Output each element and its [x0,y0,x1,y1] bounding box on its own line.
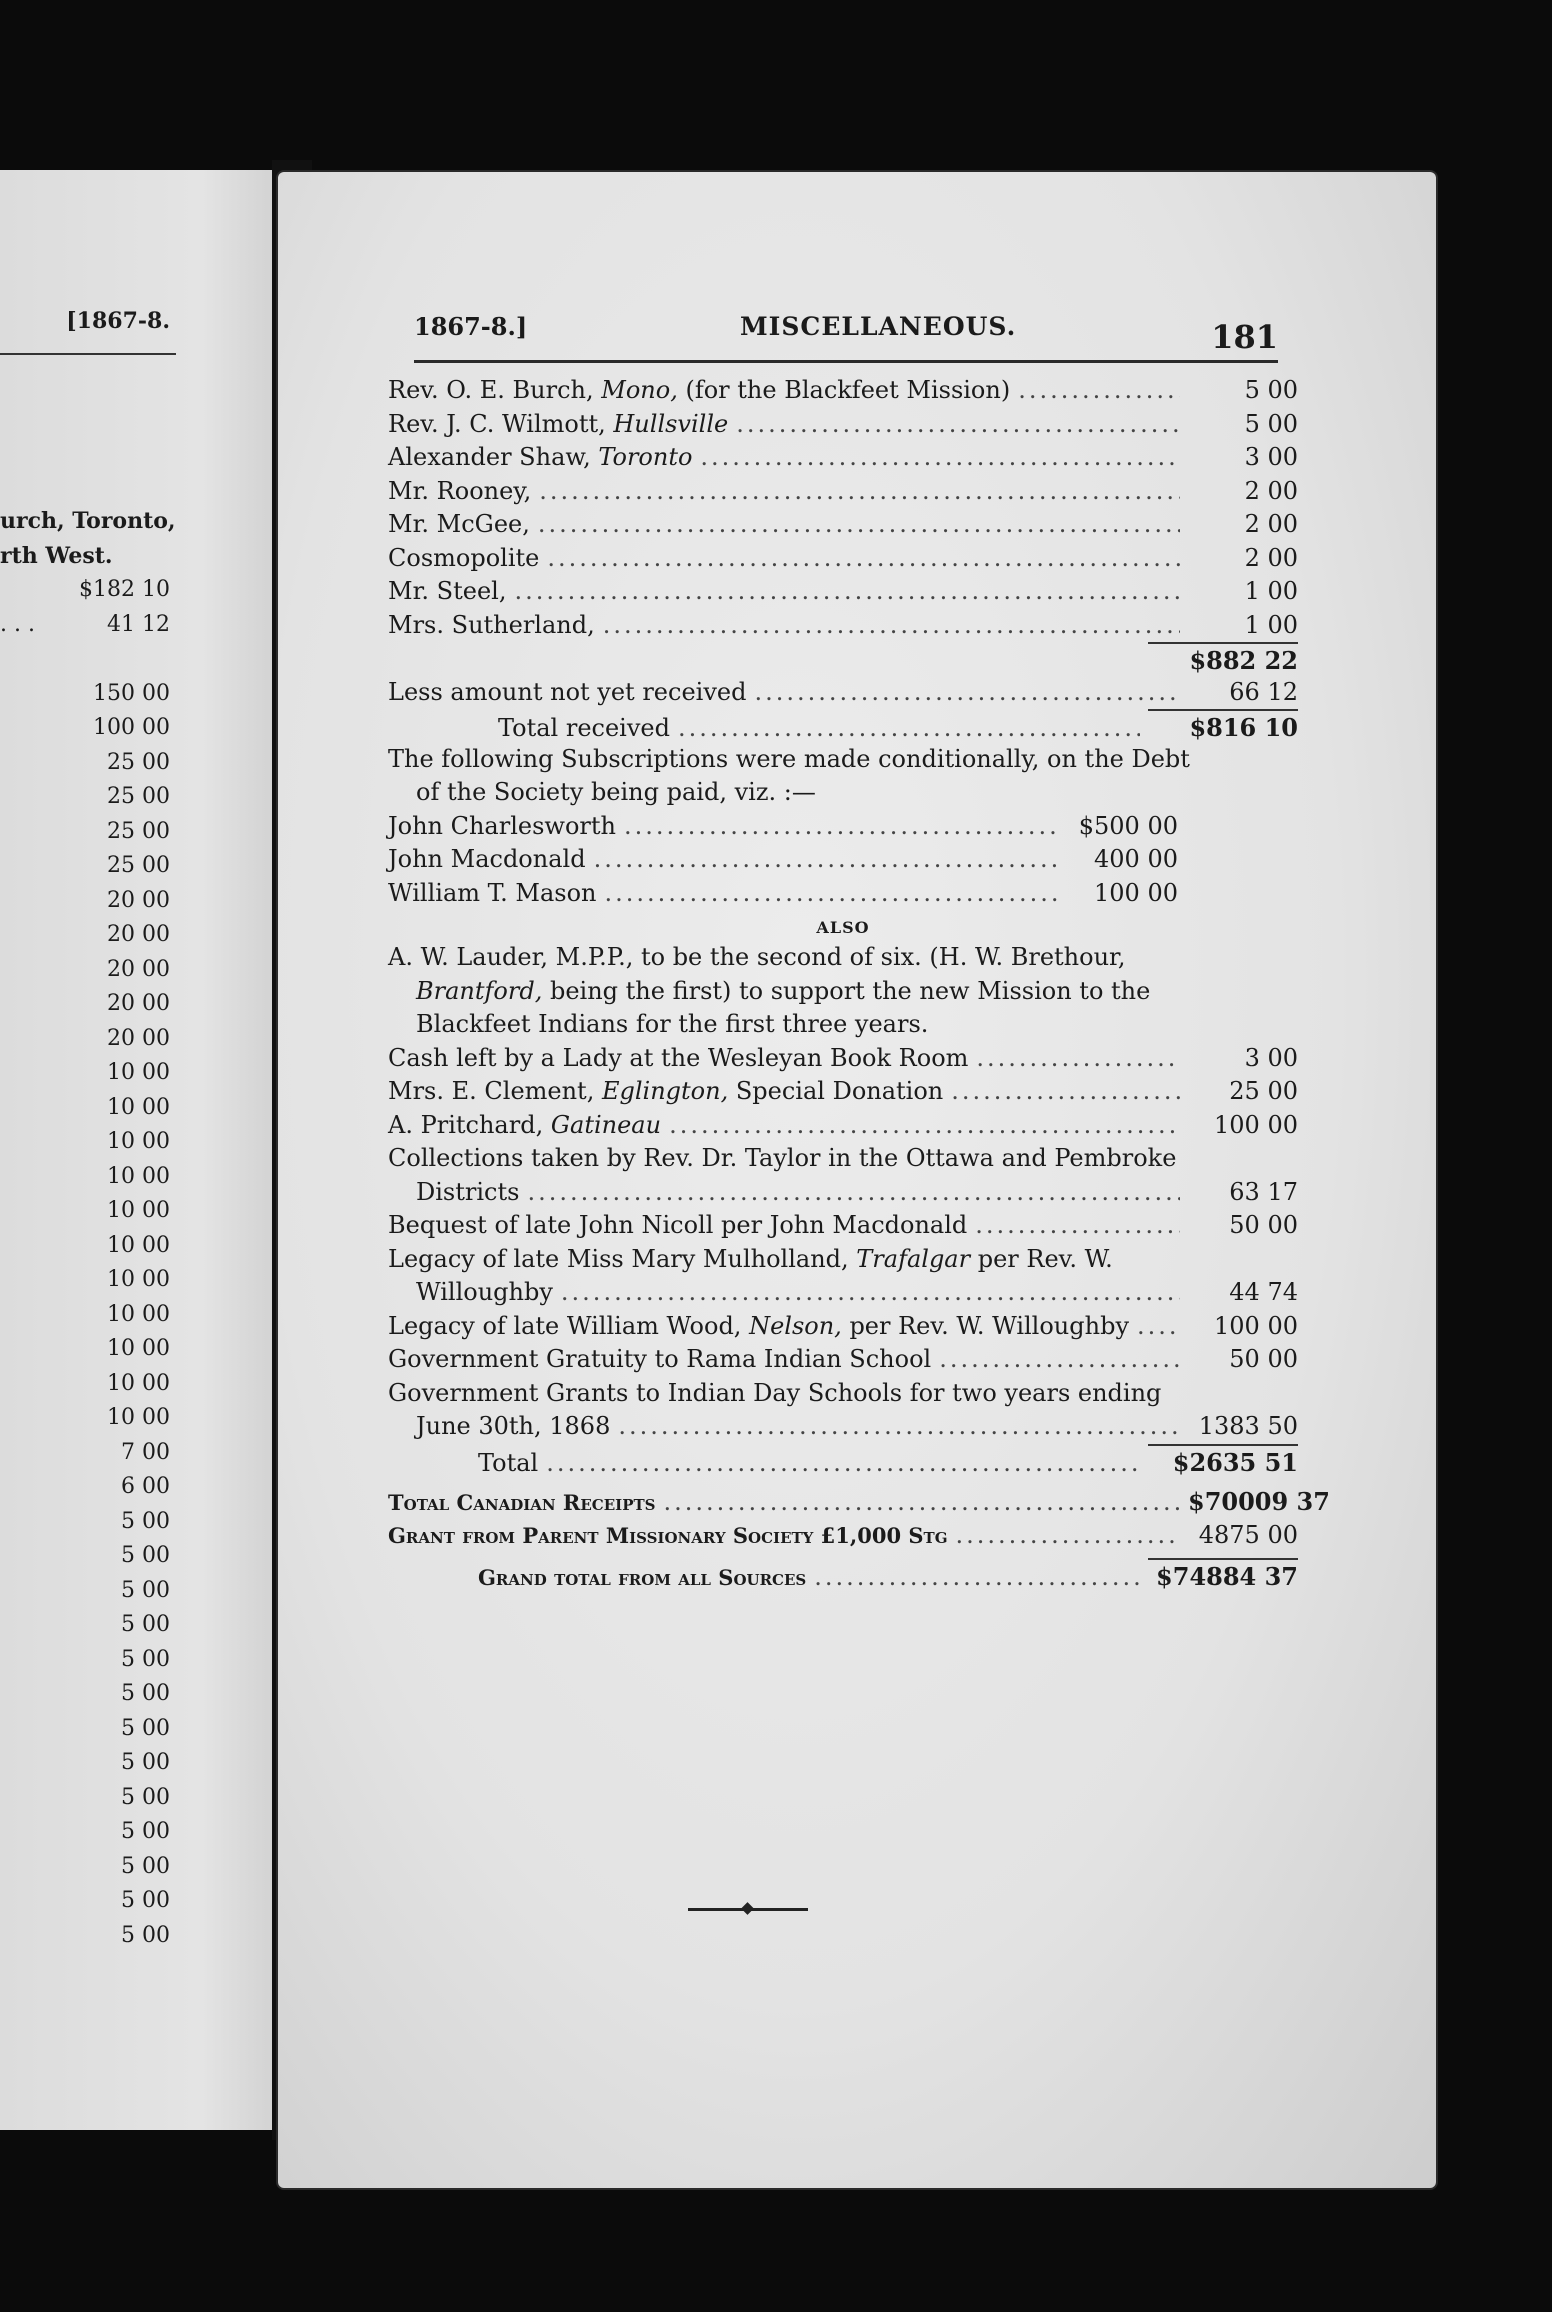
legacy-wood-row [388,1310,1298,1344]
entry-name-text: Cash left by a Lady at the Wesleyan Book Room [388,1043,969,1072]
legacy-wood-place: Nelson, [749,1311,842,1340]
grants-line2: June 30th, 1868 [416,1412,611,1440]
left-page-line [0,849,170,884]
left-page-line [0,1470,170,1505]
left-page-line [0,1884,170,1919]
ledger-row [388,575,1298,609]
left-page-line [0,815,170,850]
entry-name-text: Mr. McGee, [388,510,530,538]
left-page-line [0,1574,170,1609]
left-line-text: urch, Toronto, [0,508,176,534]
ornamental-rule [688,1904,808,1914]
lauder-paragraph [388,941,1298,1042]
left-line-amount: 10 00 [107,1336,170,1361]
left-page-line [0,573,170,608]
conditional-intro-line2: of the Society being paid, viz. :— [416,778,816,806]
entry-name-text: Mr. Steel, [388,577,507,605]
collections-entry [388,1142,1298,1209]
left-page-line [0,1608,170,1643]
ledger-body [388,374,1330,1592]
ledger-row [388,475,1298,509]
entry-extra: Special Donation [728,1077,944,1105]
left-page-line [0,1091,170,1126]
ledger-row [388,542,1298,576]
left-page-line [0,1401,170,1436]
page-header [278,312,1436,356]
left-page-line [0,953,170,988]
left-page-line [0,642,170,677]
ledger-row [388,1109,1298,1143]
legacy-wood-rest: per Rev. W. Willoughby [841,1311,1130,1340]
left-line-amount: 5 00 [121,1819,170,1844]
left-line-amount: 5 00 [121,1646,170,1672]
entry-amount: 2 00 [1244,510,1298,538]
entry-name [388,542,539,576]
grants-entry [388,1377,1298,1444]
entry-amount: 1 00 [1244,577,1298,605]
entry-name [388,1109,661,1143]
left-page-line [0,1781,170,1816]
entry-name [388,441,692,475]
legacy-wood-amount: 100 00 [1214,1311,1298,1340]
entry-name-text: Rev. J. C. Wilmott, [388,409,614,438]
lauder-line3: Blackfeet Indians for the first three years. [416,1010,929,1038]
left-page-line [0,1919,170,1954]
entry-name-text: William T. Mason [388,878,597,907]
left-line-amount: $182 10 [79,577,170,602]
left-page-line [0,1436,170,1471]
left-page-line [0,608,170,643]
ledger-row [388,609,1298,643]
left-page-line [0,1505,170,1540]
left-page-line [0,677,170,712]
subscription-entries [388,374,1298,642]
left-line-amount: 10 00 [107,1301,170,1327]
entry-amount: 400 00 [1094,845,1178,873]
left-page-line [0,918,170,953]
entry-amount: 1 00 [1244,610,1298,639]
left-page-line [0,746,170,781]
left-line-amount: 10 00 [107,1370,170,1396]
left-line-amount: 5 00 [121,1922,170,1948]
collections-line2: Districts [416,1177,520,1206]
legacy-mary-amount: 44 74 [1229,1278,1298,1306]
ledger-row [388,810,1178,844]
left-line-amount: 10 00 [107,1094,170,1120]
entry-name-text: Rev. O. E. Burch, [388,376,602,404]
canadian-receipts-row [388,1485,1330,1519]
left-page-line [0,1643,170,1678]
entry-amount: 100 00 [1214,1110,1298,1139]
page-title: MISCELLANEOUS. [740,312,1017,341]
left-line-amount: 5 00 [121,1577,170,1603]
entry-name [388,877,597,911]
left-line-amount: 10 00 [107,1198,170,1223]
entry-amount: 3 00 [1244,443,1298,471]
left-page-line [0,1125,170,1160]
collections-amount: 63 17 [1229,1177,1298,1206]
page-number: 181 [1211,318,1278,356]
left-line-amount: 25 00 [107,749,170,775]
entry-place: Hullsville [613,409,729,438]
conditional-list [388,810,1178,911]
left-page-line [0,1229,170,1264]
left-line-amount: 5 00 [121,1715,170,1741]
left-page-line [0,1677,170,1712]
entry-name-text: A. Pritchard, [388,1110,551,1139]
entry-name [388,408,728,442]
total-received-label: Total received [498,714,670,742]
left-page-line [0,780,170,815]
parent-grant-amount: 4875 00 [1198,1520,1298,1549]
legacy-mary-entry [388,1243,1298,1310]
left-page-line [0,1194,170,1229]
right-page [278,172,1436,2188]
left-line-amount: 10 00 [107,1232,170,1258]
grants-line1: Government Grants to Indian Day Schools for two years ending [388,1378,1162,1407]
entry-name-text: Cosmopolite [388,543,540,572]
bequest-row [388,1209,1298,1243]
conditional-intro [388,743,1298,810]
left-line-amount: 20 00 [107,956,170,982]
total-row [388,1444,1298,1478]
left-line-amount: 5 00 [121,1853,170,1879]
entry-place: Eglington, [601,1077,729,1105]
entry-name-text: Mrs. E. Clement, [388,1077,602,1105]
bequest-amount: 50 00 [1229,1211,1298,1239]
parent-grant-label: Grant from Parent Missionary Society £1,000 Stg [388,1522,948,1548]
entry-amount: 25 00 [1229,1077,1298,1105]
parent-grant-row [388,1519,1298,1553]
entry-name [388,508,530,542]
left-line-amount: 5 00 [121,1750,170,1775]
left-page-line [0,1056,170,1091]
conditional-intro-line1: The following Subscriptions were made conditionally, on the Debt [388,744,1190,773]
less-label: Less amount not yet received [388,677,747,706]
left-line-amount: 20 00 [107,922,170,947]
entry-place: Gatineau [550,1110,662,1139]
entry-name [388,810,616,844]
left-page-line [0,1815,170,1850]
lauder-place: Brantford, [416,976,543,1005]
less-row [388,676,1298,710]
total-amount: $2635 51 [1148,1444,1298,1480]
left-line-amount: 150 00 [93,680,170,706]
ledger-row [388,1075,1298,1109]
left-line-amount: 5 00 [121,1543,170,1568]
left-line-amount: 5 00 [121,1888,170,1913]
entry-amount: 5 00 [1244,376,1298,404]
left-line-amount: 10 00 [107,1129,170,1154]
left-header-rule [0,353,176,355]
grants-amount: 1383 50 [1198,1412,1298,1440]
entry-amount: 2 00 [1244,476,1298,505]
left-line-amount: 20 00 [107,1025,170,1051]
left-line-amount: 6 00 [121,1474,170,1499]
canadian-receipts-amount: $70009 37 [1188,1487,1330,1516]
left-page-line [0,1712,170,1747]
left-line-amount: 10 00 [107,1405,170,1430]
left-line-amount: 20 00 [107,991,170,1016]
entry-name-text: John Charlesworth [388,811,616,840]
left-line-amount: 25 00 [107,853,170,878]
lauder-line1: A. W. Lauder, M.P.P., to be the second of six. (H. W. Brethour, [388,943,1126,971]
left-line-amount: 5 00 [121,1681,170,1706]
left-line-amount: 5 00 [121,1612,170,1637]
entry-name-text: John Macdonald [388,845,586,873]
left-line-amount: 10 00 [107,1163,170,1189]
grand-total-amount: $74884 37 [1148,1558,1298,1594]
left-page-line [0,1263,170,1298]
entry-extra: (for the Blackfeet Mission) [677,376,1011,404]
entry-name [388,374,1010,408]
left-page-line [0,1332,170,1367]
entry-amount: 5 00 [1244,409,1298,438]
bequest-label: Bequest of late John Nicoll per John Macdonald [388,1211,968,1239]
legacy-wood-label: Legacy of late William Wood, [388,1311,750,1340]
total-received-row [388,709,1298,743]
left-line-amount: 5 00 [121,1508,170,1534]
lauder-line2: being the first) to support the new Mission to the [542,976,1151,1005]
left-line-amount: 10 00 [107,1060,170,1085]
left-page-line [0,539,170,574]
left-line-text: . . . [0,611,35,637]
ledger-row [388,508,1298,542]
grand-total-label: Grand total from all Sources [478,1565,807,1590]
left-line-text: rth West. [0,542,113,569]
ledger-row [388,441,1298,475]
entry-amount: $500 00 [1078,811,1178,840]
entry-name [388,609,595,643]
entry-name-text: Alexander Shaw, [388,443,599,471]
left-page-line [0,1298,170,1333]
left-page-line [0,711,170,746]
left-page-line [0,1160,170,1195]
also-label: ALSO [816,918,870,937]
left-page-lines [0,504,176,1953]
header-rule [414,360,1278,363]
left-line-amount: 20 00 [107,887,170,913]
collections-line1: Collections taken by Rev. Dr. Taylor in the Ottawa and Pembroke [388,1144,1177,1172]
subtotal-row [388,642,1298,676]
left-page-line [0,1539,170,1574]
entry-place: Mono, [601,376,678,404]
legacy-mary-rest: per Rev. W. [970,1244,1113,1273]
entry-name [388,475,531,509]
entry-name-text: Mrs. Sutherland, [388,610,595,639]
left-line-amount: 100 00 [93,715,170,740]
entry-amount: 100 00 [1094,878,1178,907]
entry-name [388,843,586,877]
ledger-row [388,877,1178,911]
donation-items [388,1042,1298,1143]
left-page-line [0,1367,170,1402]
left-line-amount: 41 12 [107,611,170,637]
ledger-row [388,374,1298,408]
left-line-amount: 10 00 [107,1267,170,1292]
less-amount: 66 12 [1229,677,1298,706]
entry-name [388,1042,968,1076]
left-page-line [0,1746,170,1781]
left-page-line [0,504,176,539]
total-received-amount: $816 10 [1148,709,1298,745]
left-page-line [0,1850,170,1885]
left-line-amount: 25 00 [107,818,170,844]
left-line-amount: 7 00 [121,1439,170,1465]
ledger-row [388,843,1178,877]
entry-amount: 2 00 [1244,543,1298,572]
entry-amount: 3 00 [1244,1043,1298,1072]
left-page [0,170,288,2130]
ledger-row [388,1042,1298,1076]
left-line-amount: 25 00 [107,784,170,809]
left-line-amount: 5 00 [121,1784,170,1810]
entry-place: Toronto [598,443,693,471]
gratuity-amount: 50 00 [1229,1345,1298,1373]
entry-name [388,1075,943,1109]
legacy-mary-line1: Legacy of late Miss Mary Mulholland, [388,1244,857,1273]
gratuity-row [388,1343,1298,1377]
left-page-header: [1867-8. [66,308,170,334]
gratuity-label: Government Gratuity to Rama Indian School [388,1345,932,1373]
entry-name [388,575,506,609]
left-page-line [0,987,170,1022]
left-page-line [0,884,170,919]
canadian-receipts-label: Total Canadian Receipts [388,1490,656,1515]
legacy-mary-place: Trafalgar [856,1244,971,1273]
grand-total-row [388,1558,1298,1592]
total-label: Total [478,1448,539,1477]
left-page-line [0,1022,170,1057]
entry-name-text: Mr. Rooney, [388,476,532,505]
legacy-mary-line2: Willoughby [416,1278,553,1306]
ledger-row [388,408,1298,442]
subtotal-amount: $882 22 [1148,642,1298,678]
header-year: 1867-8.] [414,312,528,341]
